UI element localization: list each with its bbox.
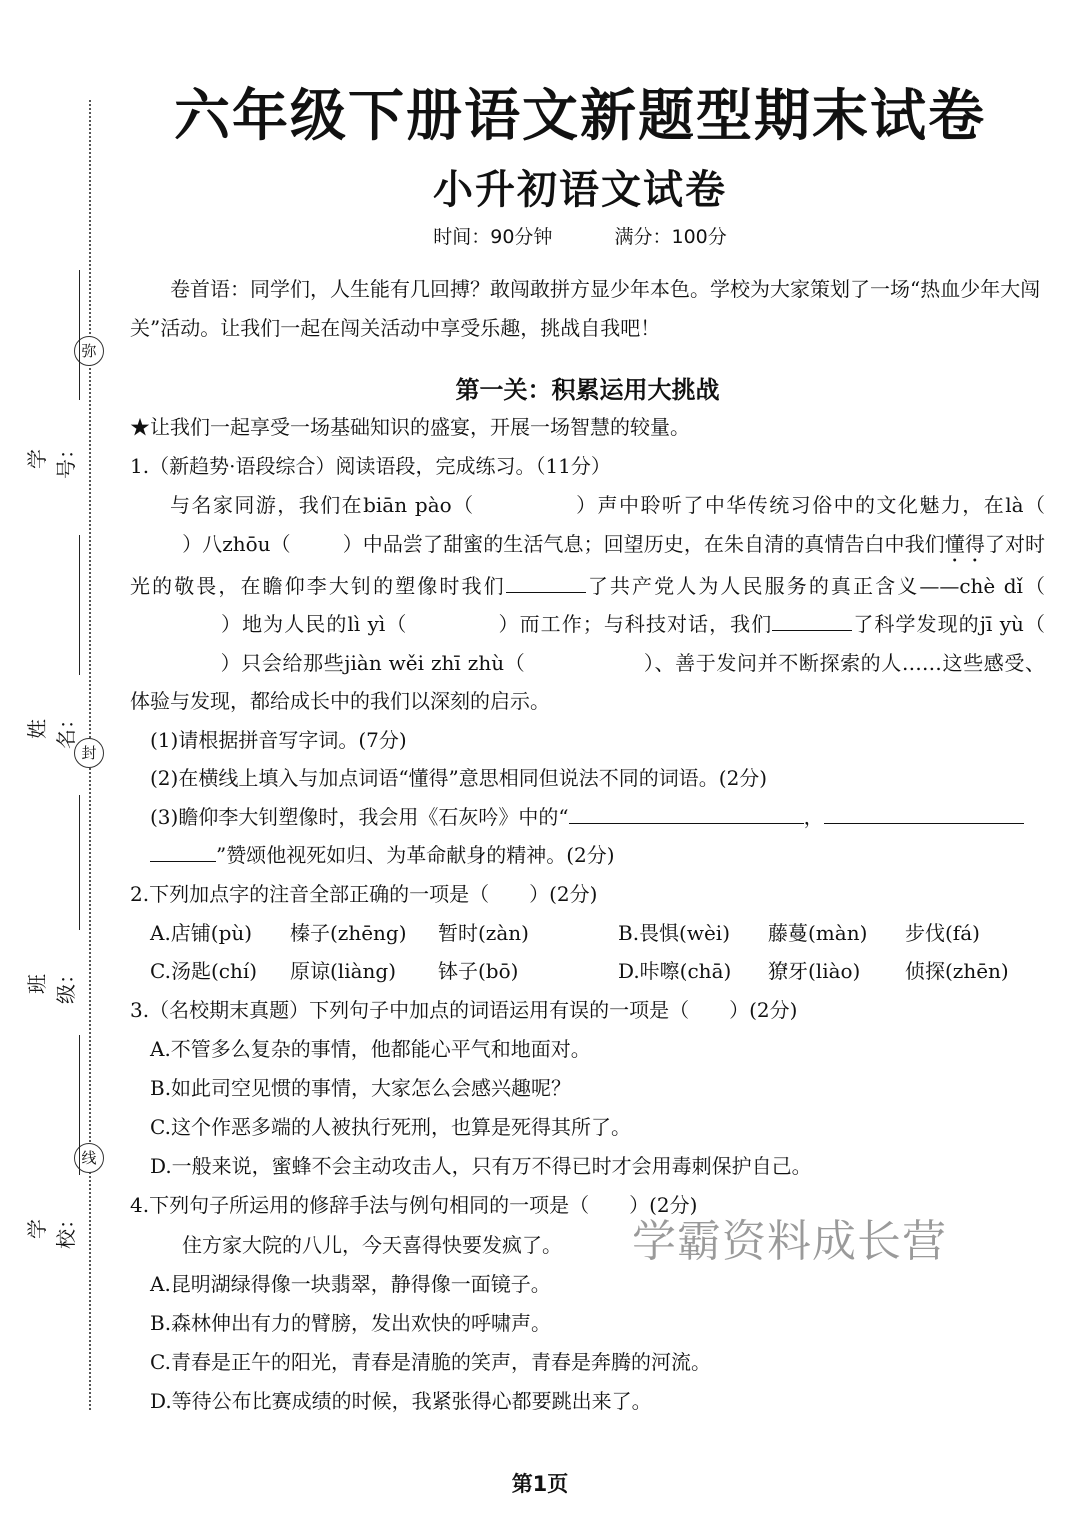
option-item: 原谅(liàng) bbox=[290, 959, 397, 983]
answer-line[interactable] bbox=[569, 803, 804, 824]
option-item: 獠牙(liào) bbox=[768, 959, 861, 983]
seal-char-mi: 弥 bbox=[74, 336, 104, 366]
question-4-option-a[interactable]: A.昆明湖绿得像一块翡翠，静得像一面镜子。 bbox=[150, 1271, 551, 1296]
student-id-line[interactable] bbox=[79, 270, 80, 400]
question-3-stem: 3.（名校期末真题）下列句子中加点的词语运用有误的一项是（ ）(2分) bbox=[130, 997, 798, 1022]
passage-seg: 与名家同游，我们在biān pào（ bbox=[170, 493, 475, 517]
school-line[interactable] bbox=[79, 1035, 80, 1175]
option-item: 侦探(zhēn) bbox=[905, 959, 1009, 983]
preface: 卷首语：同学们，人生能有几回搏？敢闯敢拼方显少年本色。学校为大家策划了一场“热血少年大闯关”活动。让我们一起在闯关活动中享受乐趣，挑战自我吧！ bbox=[130, 277, 1041, 340]
page-number: 第1页 bbox=[511, 1472, 569, 1496]
dotted-char: 得 bbox=[964, 531, 985, 556]
passage-seg: 了对时光的敬畏，在瞻仰李大钊的塑像时我们 bbox=[130, 531, 1046, 598]
option-item: 暂时(zàn) bbox=[438, 920, 529, 945]
question-3-option-c[interactable]: C.这个作恶多端的人被执行死刑，也算是死得其所了。 bbox=[150, 1114, 631, 1139]
dotted-char: 懂 bbox=[944, 531, 965, 556]
passage-seg: ）地为人民的lì yì（ bbox=[220, 612, 408, 636]
answer-line[interactable] bbox=[772, 610, 852, 631]
answer-line[interactable] bbox=[824, 803, 1024, 824]
option-item: 步伐(fá) bbox=[905, 920, 980, 945]
exam-meta bbox=[120, 222, 1040, 249]
time-limit: 时间：90分钟 bbox=[433, 226, 553, 248]
passage-seg: ）中品尝了甜蜜的生活气息；回望历史，在朱自清的真情告白中我们 bbox=[342, 531, 945, 556]
question-4-stem: 4.下列句子所运用的修辞手法与例句相同的一项是（ ）(2分) bbox=[130, 1192, 698, 1217]
name-line[interactable] bbox=[79, 535, 80, 675]
class-line[interactable] bbox=[79, 795, 80, 930]
option-item[interactable]: C.汤匙(chí) bbox=[150, 959, 258, 983]
question-2-options bbox=[130, 914, 1045, 991]
question-1-stem: 1.（新趋势·语段综合）阅读语段，完成练习。（11分） bbox=[130, 454, 611, 478]
answer-line[interactable] bbox=[150, 841, 216, 862]
school-label: 学校： bbox=[25, 1209, 78, 1249]
option-item[interactable]: A.店铺(pù) bbox=[150, 920, 253, 945]
passage-seg: 了共产党人为人民服务的真正含义——chè dǐ（ bbox=[585, 573, 1046, 598]
question-4-example: 住方家大院的八儿，今天喜得快要发疯了。 bbox=[182, 1232, 562, 1257]
passage-seg: ）而工作；与科技对话，我们 bbox=[497, 612, 773, 636]
option-item[interactable]: B.畏惧(wèi) bbox=[618, 920, 731, 945]
seal-char-feng: 封 bbox=[74, 738, 104, 768]
option-item[interactable]: D.咔嚓(chā) bbox=[618, 959, 732, 983]
question-3-option-d[interactable]: D.一般来说，蜜蜂不会主动攻击人，只有万不得已时才会用毒刺保护自己。 bbox=[150, 1153, 812, 1178]
passage-seg: ）只会给那些jiàn wěi zhī zhù（ bbox=[220, 650, 526, 675]
full-score: 满分：100分 bbox=[614, 226, 727, 248]
question-3-option-b[interactable]: B.如此司空见惯的事情，大家怎么会感兴趣呢？ bbox=[150, 1075, 572, 1100]
exam-subtitle: 小升初语文试卷 bbox=[433, 167, 727, 213]
student-id-label: 学号： bbox=[25, 439, 78, 479]
question-4-option-c[interactable]: C.青春是正午的阳光，青春是清脆的笑声，青春是奔腾的河流。 bbox=[150, 1349, 711, 1374]
seal-char-xian: 线 bbox=[74, 1143, 104, 1173]
option-item: 榛子(zhēng) bbox=[290, 920, 407, 945]
part-3-tail: ”赞颂他视死如归、为革命献身的精神。(2分) bbox=[216, 843, 615, 867]
binding-margin bbox=[0, 0, 120, 1522]
section-title: 第一关：积累运用大挑战 bbox=[455, 375, 720, 404]
passage-seg: 了科学发现的jī yù（ bbox=[852, 612, 1045, 636]
question-1-part-1: (1)请根据拼音写字词。(7分) bbox=[150, 727, 407, 752]
question-4-option-b[interactable]: B.森林伸出有力的臂膀，发出欢快的呼啸声。 bbox=[150, 1310, 552, 1335]
name-label: 姓名： bbox=[25, 709, 78, 749]
passage-seg: ）、善于发问并不断探索的人……这些感受、体验与发现，都给成长中的我们以深刻的启示。 bbox=[130, 650, 1045, 713]
passage-seg: ）声中聆听了中华传统习俗中的文化魅力，在là（ bbox=[574, 493, 1045, 517]
answer-line[interactable] bbox=[506, 572, 586, 593]
option-item: 钵子(bō) bbox=[438, 959, 519, 983]
question-3-option-a[interactable]: A.不管多么复杂的事情，他都能心平气和地面对。 bbox=[150, 1036, 591, 1061]
question-1-part-2: (2)在横线上填入与加点词语“懂得”意思相同但说法不同的词语。(2分) bbox=[150, 766, 768, 790]
question-4-option-d[interactable]: D.等待公布比赛成绩的时候，我紧张得心都要跳出来了。 bbox=[150, 1388, 652, 1413]
question-1-part-3: (3)瞻仰李大钊塑像时，我会用《石灰吟》中的“ ， ”赞颂他视死如归、为革命献身的精神。(2分) bbox=[130, 798, 1045, 875]
passage-seg: ）八zhōu（ bbox=[182, 531, 291, 556]
part-3-lead: (3)瞻仰李大钊塑像时，我会用《石灰吟》中的“ bbox=[150, 804, 569, 829]
watermark: 学霸资料成长营 bbox=[632, 1216, 947, 1267]
section-intro: ★让我们一起享受一场基础知识的盛宴，开展一场智慧的较量。 bbox=[130, 415, 690, 439]
question-1-passage bbox=[130, 486, 1045, 721]
question-2-stem: 2.下列加点字的注音全部正确的一项是（ ）(2分) bbox=[130, 881, 598, 906]
exam-title: 六年级下册语文新题型期末试卷 bbox=[174, 84, 986, 149]
class-label: 班级： bbox=[25, 964, 78, 1004]
option-item: 藤蔓(màn) bbox=[768, 920, 868, 945]
